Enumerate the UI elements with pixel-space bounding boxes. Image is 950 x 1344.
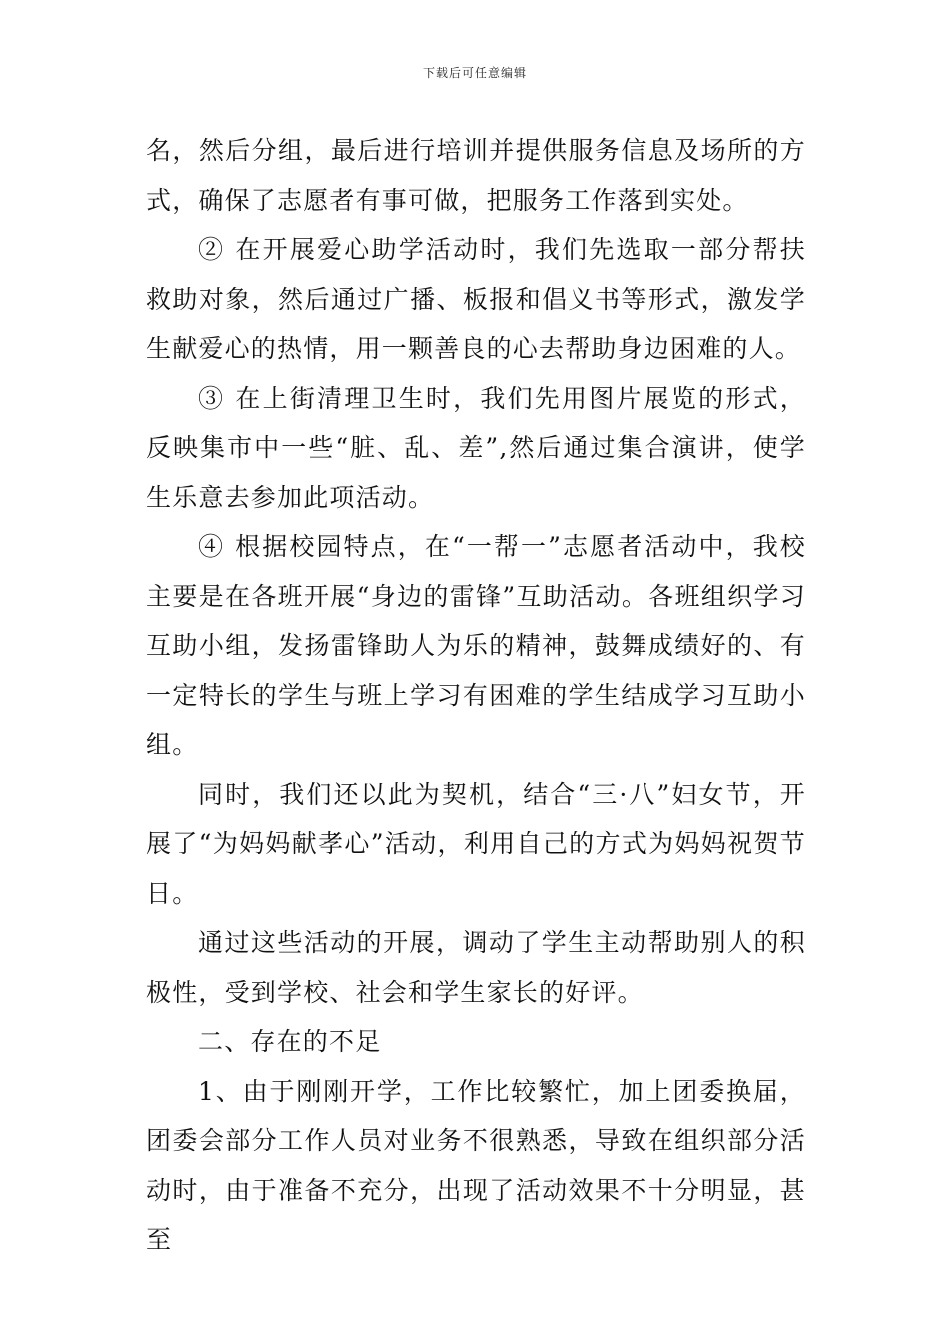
- paragraph-continuation: 名，然后分组，最后进行培训并提供服务信息及场所的方式，确保了志愿者有事可做，把服务工作落到实处。: [146, 136, 806, 215]
- section-heading-shortcomings: 二、存在的不足: [198, 1027, 382, 1056]
- paragraph-item-3: ③ 在上街清理卫生时，我们先用图片展览的形式，反映集市中一些“脏、乱、差”,然后通过集合演讲，使学生乐意去参加此项活动。: [146, 383, 806, 512]
- paragraph-item-2: ② 在开展爱心助学活动时，我们先选取一部分帮扶救助对象，然后通过广播、板报和倡义书等形式，激发学生献爱心的热情，用一颗善良的心去帮助身边困难的人。: [146, 235, 806, 363]
- paragraph-womens-day: 同时，我们还以此为契机，结合“三·八”妇女节，开展了“为妈妈献孝心”活动，利用自己的方式为妈妈祝贺节日。: [146, 779, 806, 908]
- paragraph-item-4: ④ 根据校园特点，在“一帮一”志愿者活动中，我校主要是在各班开展“身边的雷锋”互助活动。各班组织学习互助小组，发扬雷锋助人为乐的精神，鼓舞成绩好的、有一定特长的学生与班上学习有困难的学生结成学习互助小组。: [146, 532, 806, 759]
- document-body: [146, 126, 806, 1265]
- page-header: 下载后可任意编辑: [422, 66, 527, 80]
- paragraph-summary: 通过这些活动的开展，调动了学生主动帮助别人的积极性，受到学校、社会和学生家长的好评。: [146, 928, 806, 1007]
- paragraph-shortcoming-1: 1、由于刚刚开学，工作比较繁忙，加上团委换届，团委会部分工作人员对业务不很熟悉，导致在组织部分活动时，由于准备不充分，出现了活动效果不十分明显，甚至: [146, 1076, 806, 1254]
